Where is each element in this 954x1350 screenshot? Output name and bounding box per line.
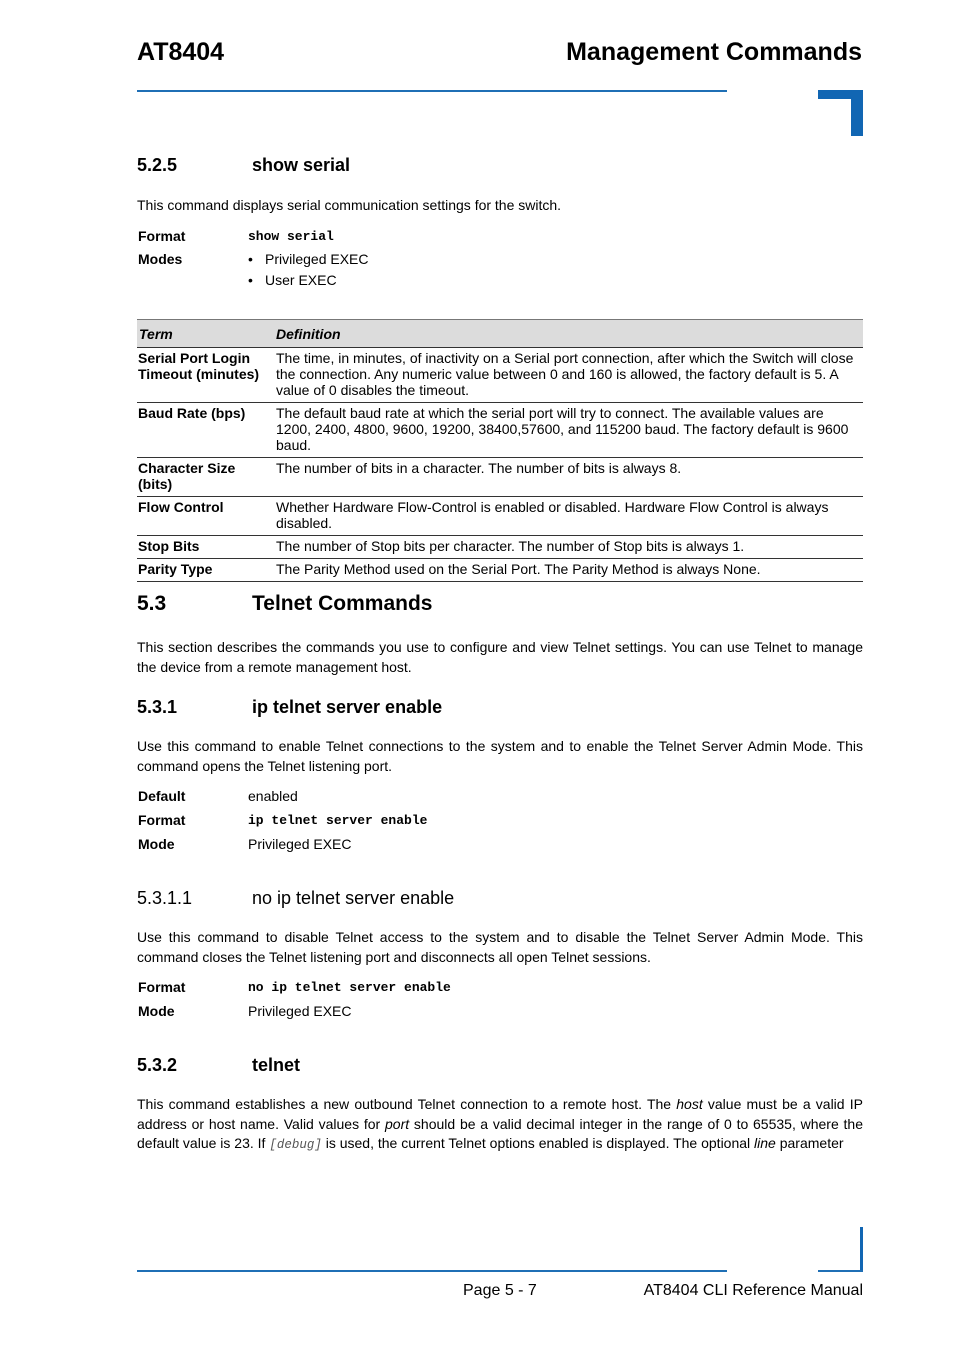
text-run: This command establishes a new outbound Telnet connection to a remote host. The	[137, 1096, 677, 1112]
table-header-row	[137, 320, 863, 348]
param-debug: [debug]	[269, 1138, 322, 1152]
paragraph: Use this command to enable Telnet connections to the system and to enable the Telnet Server Admin Mode. This command opens the Telnet listening port.	[137, 738, 863, 774]
default-label: Default	[138, 788, 186, 804]
section-heading-5-3-1-1	[137, 887, 863, 909]
chapter-title: Management Commands	[566, 38, 862, 66]
text-run: value must be a valid IP address or host name. Valid values for	[137, 1096, 863, 1132]
header-rule	[137, 90, 727, 92]
section-title: no ip telnet server enable	[252, 888, 455, 908]
serial-settings-table	[137, 319, 863, 582]
default-value: enabled	[248, 788, 298, 804]
section-number: 5.2.5	[137, 155, 178, 175]
text-run: should be a valid decimal integer in the range of 0 to 65535, where the default value is 23. If	[137, 1115, 863, 1151]
command-syntax: ip telnet server enable	[248, 813, 428, 828]
table-cell-definition: The number of Stop bits per character. The number of Stop bits is always 1.	[274, 536, 863, 559]
table-row	[137, 497, 863, 536]
command-syntax: no ip telnet server enable	[248, 980, 451, 995]
mode-value: Privileged EXEC	[248, 836, 352, 852]
mode-list-item: • Privileged EXEC	[248, 250, 369, 268]
table-cell-term: Serial Port Login Timeout (minutes)	[137, 348, 274, 403]
paragraph: This command displays serial communication settings for the switch.	[137, 197, 562, 213]
param-port: port	[385, 1115, 410, 1132]
document-title: AT8404	[137, 38, 225, 66]
table-cell-term: Baud Rate (bps)	[137, 403, 274, 458]
mode-label: Mode	[138, 836, 175, 852]
paragraph: Use this command to disable Telnet access to the system and to disable the Telnet Server Admin Mode. This command closes the Telnet listening port and disconnects all open Telnet sessions.	[137, 929, 863, 965]
table-cell-term: Parity Type	[137, 559, 274, 582]
section-heading-5-3-1	[137, 696, 863, 718]
format-label: Format	[138, 228, 186, 244]
table-row	[137, 458, 863, 497]
table-cell-definition: Whether Hardware Flow-Control is enabled or disabled. Hardware Flow Control is always disabled.	[274, 497, 863, 536]
section-number: 5.3	[137, 592, 167, 615]
table-cell-definition: The number of bits in a character. The number of bits is always 8.	[274, 458, 863, 497]
modes-label: Modes	[138, 251, 183, 267]
mode-label: Mode	[138, 1003, 175, 1019]
section-number: 5.3.2	[137, 1055, 178, 1075]
footer-rule-right	[818, 1270, 863, 1272]
table-header-definition: Definition	[274, 320, 863, 348]
param-line: line	[754, 1135, 776, 1151]
section-number: 5.3.1	[137, 697, 178, 717]
text-run: parameter	[775, 1135, 844, 1151]
section-title: telnet	[252, 1055, 301, 1075]
section-heading-5-3	[137, 591, 863, 617]
table-row	[137, 559, 863, 582]
table-row	[137, 536, 863, 559]
text-run: is used, the current Telnet options enabled is displayed. The optional	[321, 1135, 755, 1151]
footer-corner-mark	[860, 1227, 863, 1271]
table-cell-definition: The Parity Method used on the Serial Port. The Parity Method is always None.	[274, 559, 863, 582]
command-syntax: show serial	[248, 229, 334, 244]
table-cell-term: Character Size (bits)	[137, 458, 274, 497]
format-label: Format	[138, 979, 186, 995]
header-corner-mark-vertical	[851, 90, 863, 136]
section-number: 5.3.1.1	[137, 888, 193, 908]
section-title: ip telnet server enable	[252, 697, 443, 717]
table-cell-term: Stop Bits	[137, 536, 274, 559]
section-title: Telnet Commands	[252, 592, 433, 615]
section-heading-5-3-2	[137, 1054, 863, 1076]
mode-value: Privileged EXEC	[248, 1003, 352, 1019]
mode-list-item: • User EXEC	[248, 271, 337, 289]
table-row	[137, 348, 863, 403]
page-number: Page 5 - 7	[463, 1282, 537, 1299]
paragraph: This section describes the commands you use to configure and view Telnet settings. You can use Telnet to manage the device from a remote management host.	[137, 639, 863, 675]
section-heading-5-2-5	[137, 154, 863, 176]
format-label: Format	[138, 812, 186, 828]
table-row	[137, 403, 863, 458]
paragraph	[137, 1095, 863, 1156]
table-cell-definition: The time, in minutes, of inactivity on a Serial port connection, after which the Switch will close the connection. Any numeric value between 0 and 160 is allowed, the factory default is 5. A value of 0 disables the timeout.	[274, 348, 863, 403]
manual-title: AT8404 CLI Reference Manual	[643, 1282, 863, 1299]
footer-rule	[137, 1270, 727, 1272]
table-header-term: Term	[137, 320, 274, 348]
table-cell-definition: The default baud rate at which the serial port will try to connect. The available values are 1200, 2400, 4800, 9600, 19200, 38400,57600, and 115200 baud. The factory default is 9600 baud.	[274, 403, 863, 458]
param-host: host	[676, 1096, 703, 1112]
table-cell-term: Flow Control	[137, 497, 274, 536]
section-title: show serial	[252, 155, 351, 175]
